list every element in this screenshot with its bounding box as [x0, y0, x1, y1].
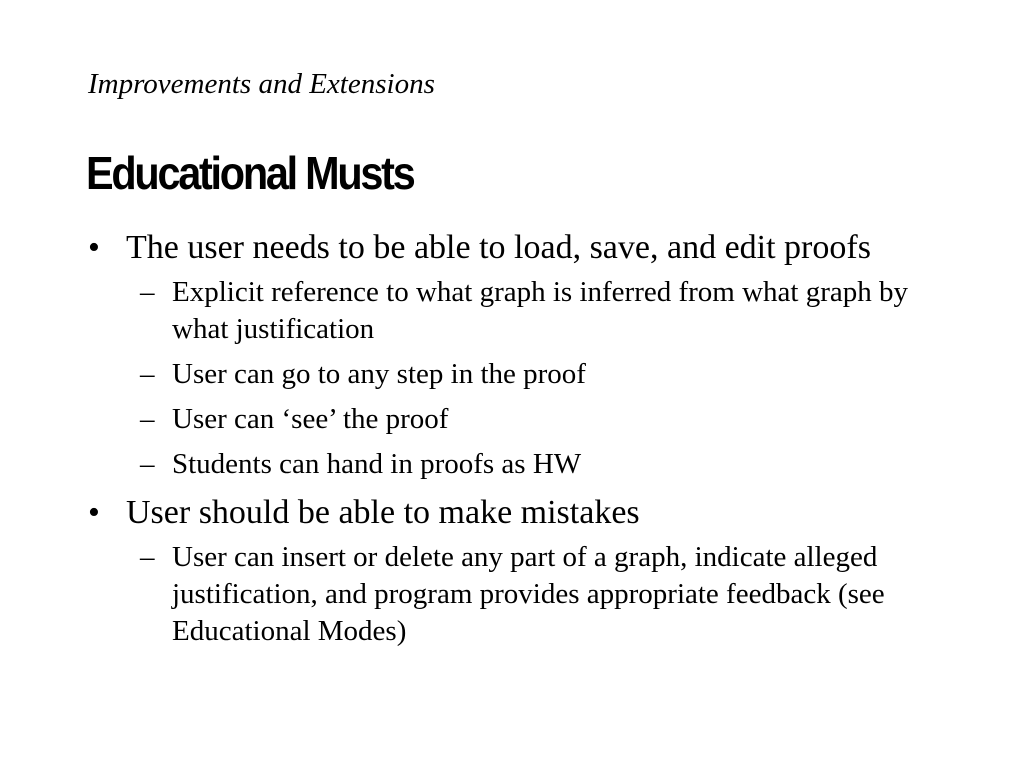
- dash-marker: –: [140, 276, 155, 308]
- bullet-text: User should be able to make mistakes: [126, 494, 640, 531]
- sub-bullet-text: User can go to any step in the proof: [172, 358, 586, 390]
- sub-bullet-item: [0, 539, 942, 650]
- sub-bullet-text: Students can hand in proofs as HW: [172, 448, 582, 480]
- slide-title: Educational Musts: [86, 147, 414, 199]
- dash-marker: –: [140, 541, 155, 573]
- sub-bullet-text: Explicit reference to what graph is inferred from what graph by what justification: [172, 276, 908, 345]
- bullet-item: [0, 226, 916, 270]
- bullet-marker: •: [88, 229, 100, 266]
- sub-bullet-text: User can insert or delete any part of a graph, indicate alleged justification, and program provides appropriate feedback (see Educational Modes): [172, 541, 885, 647]
- sub-bullet-item: [0, 446, 942, 483]
- bullet-text: The user needs to be able to load, save, and edit proofs: [126, 229, 871, 266]
- sub-bullet-item: [0, 401, 942, 438]
- dash-marker: –: [140, 358, 155, 390]
- sub-bullet-text: User can ‘see’ the proof: [172, 403, 449, 435]
- slide-subtitle: Improvements and Extensions: [88, 68, 435, 100]
- sub-bullet-item: [0, 274, 942, 348]
- bullet-list: [0, 226, 1024, 658]
- bullet-item: [0, 491, 916, 535]
- sub-bullet-item: [0, 356, 942, 393]
- bullet-marker: •: [88, 494, 100, 531]
- dash-marker: –: [140, 403, 155, 435]
- dash-marker: –: [140, 448, 155, 480]
